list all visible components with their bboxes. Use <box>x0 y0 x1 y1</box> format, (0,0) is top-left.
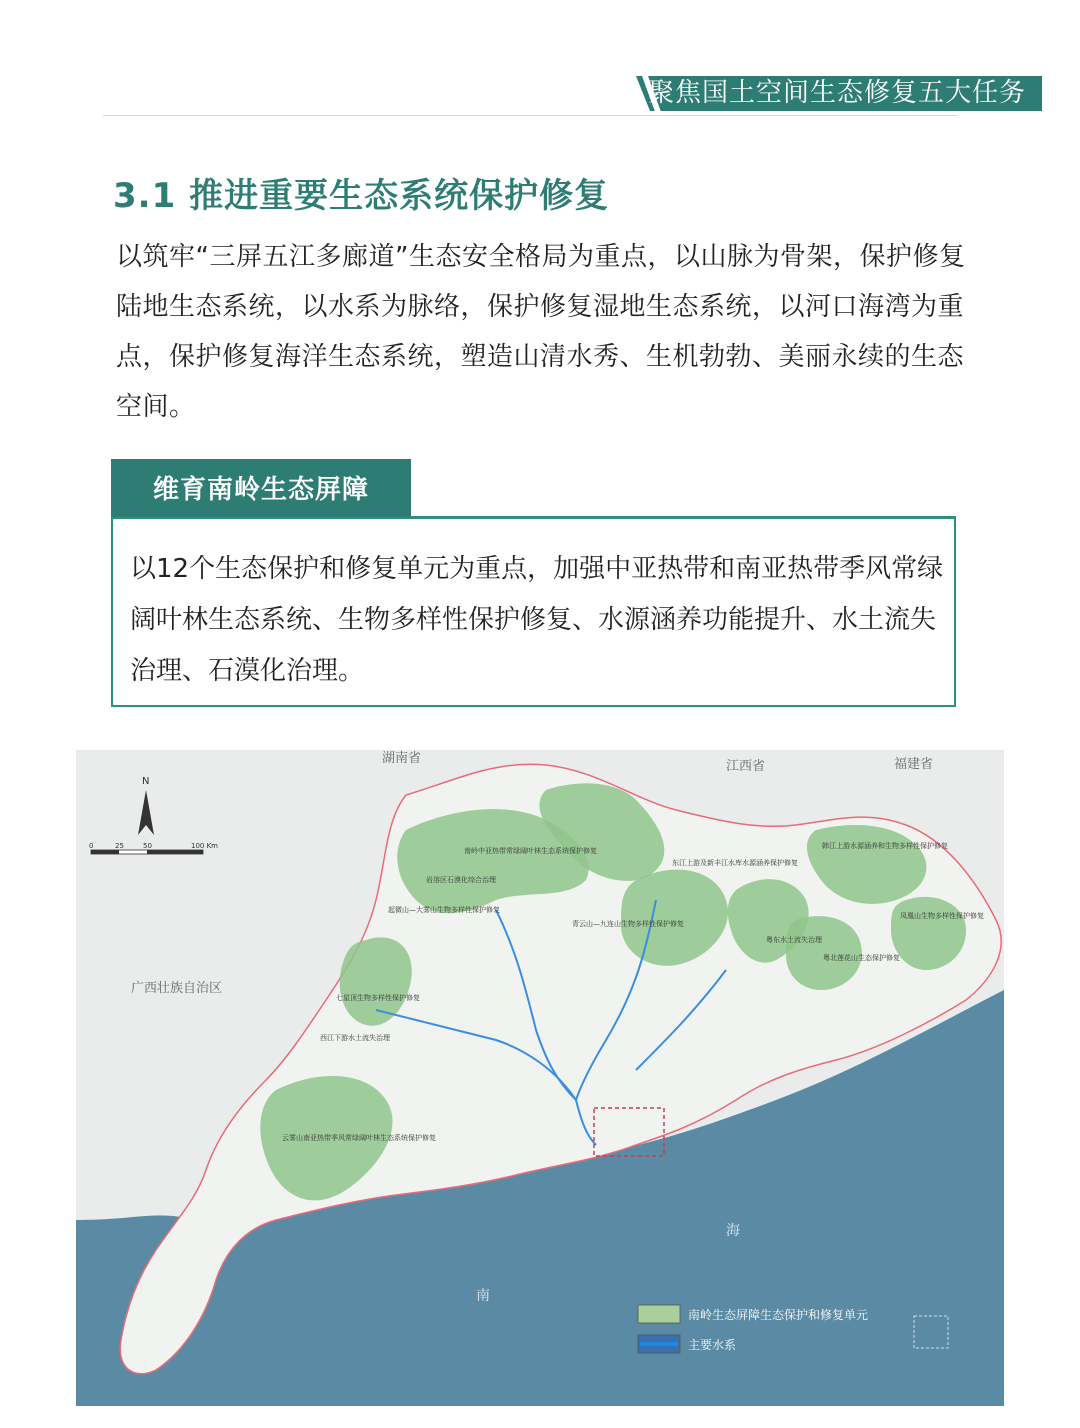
ecological-map <box>76 750 1004 1406</box>
header-banner-text: 聚焦国土空间生态修复五大任务 <box>648 78 1027 108</box>
legend-label: 南岭生态屏障生态保护和修复单元 <box>688 1308 869 1322</box>
unit-label: 韩江上游水源涵养和生物多样性保护修复 <box>822 842 948 850</box>
info-box-tab-label: 维育南岭生态屏障 <box>152 475 369 505</box>
unit-label: 起微山—大雾山生物多样性保护修复 <box>388 906 500 914</box>
compass-label: N <box>142 776 150 787</box>
scale-label: 0 <box>89 842 94 850</box>
sea-label: 南 <box>476 1288 490 1304</box>
section-title: 3.1 推进重要生态系统保护修复 <box>113 176 610 216</box>
info-box-tab <box>111 459 411 517</box>
sea-label: 海 <box>726 1223 740 1239</box>
neighbor-label: 福建省 <box>894 757 934 772</box>
legend-label: 主要水系 <box>688 1338 737 1352</box>
unit-label: 南岭中亚热带常绿阔叶林生态系统保护修复 <box>464 847 597 855</box>
unit-label: 凤凰山生物多样性保护修复 <box>900 912 984 920</box>
unit-label: 粤北莲花山生态保护修复 <box>823 954 900 962</box>
neighbor-label: 湖南省 <box>382 751 422 766</box>
neighbor-label: 江西省 <box>726 759 766 774</box>
unit-label: 粤东水土流失治理 <box>766 936 822 944</box>
unit-label: 云雾山南亚热带季风常绿阔叶林生态系统保护修复 <box>282 1134 436 1142</box>
section-intro: 以筑牢“三屏五江多廊道”生态安全格局为重点，以山脉为骨架，保护修复陆地生态系统，以水系为脉络，保护修复湿地生态系统，以河口海湾为重点，保护修复海洋生态系统，塑造山清水秀、生机勃勃、美丽永续的生态空间。 <box>116 242 966 422</box>
header-rule <box>103 115 958 116</box>
info-box-body: 以12个生态保护和修复单元为重点，加强中亚热带和南亚热带季风常绿阔叶林生态系统、生物多样性保护修复、水源涵养功能提升、水土流失治理、石漠化治理。 <box>130 554 944 686</box>
legend-swatch-units <box>638 1305 680 1323</box>
scale-label: 25 <box>115 842 124 850</box>
scale-label: 100 Km <box>191 842 218 850</box>
unit-label: 青云山—九连山生物多样性保护修复 <box>572 920 684 928</box>
neighbor-label: 广西壮族自治区 <box>131 981 223 996</box>
unit-label: 七星顶生物多样性保护修复 <box>336 994 420 1002</box>
unit-label: 东江上游及新丰江水库水源涵养保护修复 <box>672 859 798 867</box>
unit-label: 西江下游水土流失治理 <box>320 1034 390 1042</box>
unit-label: 岩溶区石漠化综合治理 <box>426 876 496 884</box>
scale-label: 50 <box>143 842 152 850</box>
